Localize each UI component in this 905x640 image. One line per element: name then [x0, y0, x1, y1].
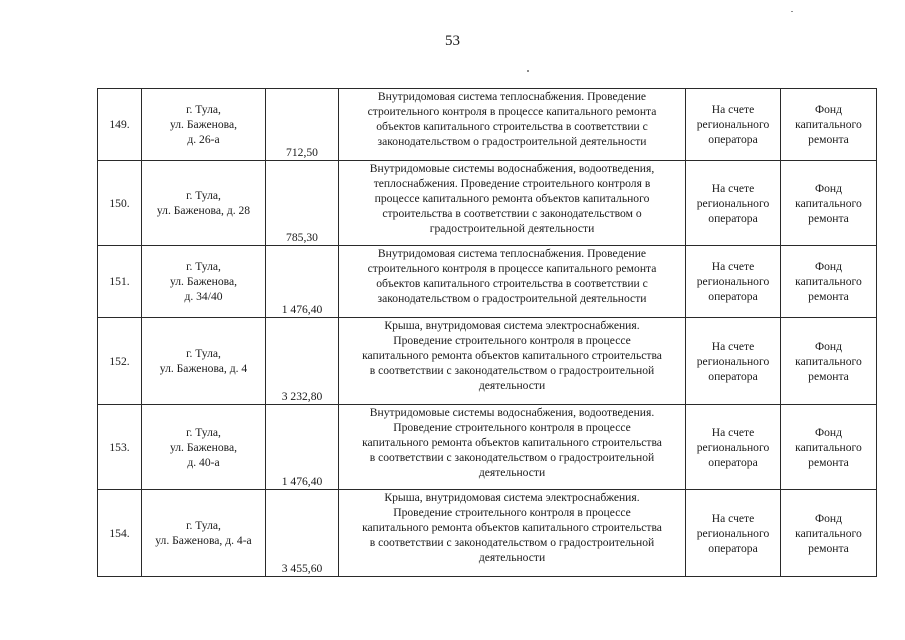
funding-source-cell: Фонд капитального ремонта	[781, 490, 877, 577]
executor-cell: На счете регионального оператора	[686, 490, 781, 577]
address-cell: г. Тула, ул. Баженова, д. 40-а	[142, 405, 266, 490]
executor-cell: На счете регионального оператора	[686, 89, 781, 161]
address-cell: г. Тула, ул. Баженова, д. 26-а	[142, 89, 266, 161]
row-number: 154.	[98, 490, 142, 577]
funding-source-cell: Фонд капитального ремонта	[781, 161, 877, 246]
repair-works-table	[97, 88, 877, 577]
table-row	[98, 318, 877, 405]
table-row	[98, 89, 877, 161]
row-number: 152.	[98, 318, 142, 405]
executor-cell: На счете регионального оператора	[686, 405, 781, 490]
table-row	[98, 161, 877, 246]
row-number: 149.	[98, 89, 142, 161]
executor-cell: На счете регионального оператора	[686, 161, 781, 246]
table-row	[98, 405, 877, 490]
cost-cell: 712,50	[266, 89, 339, 161]
cost-cell: 1 476,40	[266, 246, 339, 318]
funding-source-cell: Фонд капитального ремонта	[781, 405, 877, 490]
page-number: 53	[445, 33, 460, 49]
scan-speck	[527, 70, 529, 72]
row-number: 150.	[98, 161, 142, 246]
cost-cell: 1 476,40	[266, 405, 339, 490]
funding-source-cell: Фонд капитального ремонта	[781, 89, 877, 161]
executor-cell: На счете регионального оператора	[686, 246, 781, 318]
table-row	[98, 490, 877, 577]
row-number: 153.	[98, 405, 142, 490]
address-cell: г. Тула, ул. Баженова, д. 4	[142, 318, 266, 405]
address-cell: г. Тула, ул. Баженова, д. 28	[142, 161, 266, 246]
work-description-cell: Внутридомовая система теплоснабжения. Проведение строительного контроля в процессе капитального ремонта объектов капитального строительства в соответствии с законодательством о градостроительной деятельности	[339, 246, 686, 318]
address-cell: г. Тула, ул. Баженова, д. 34/40	[142, 246, 266, 318]
row-number: 151.	[98, 246, 142, 318]
work-description-cell: Крыша, внутридомовая система электроснабжения. Проведение строительного контроля в процессе капитального ремонта объектов капитального строительства в соответствии с законодательством о градостроительной деятельности	[339, 490, 686, 577]
cost-cell: 3 232,80	[266, 318, 339, 405]
address-cell: г. Тула, ул. Баженова, д. 4-а	[142, 490, 266, 577]
work-description-cell: Внутридомовые системы водоснабжения, водоотведения. Проведение строительного контроля в процессе капитального ремонта объектов капитального строительства в соответствии с законодательством о градостроительной деятельности	[339, 405, 686, 490]
work-description-cell: Внутридомовая система теплоснабжения. Проведение строительного контроля в процессе капитального ремонта объектов капитального строительства в соответствии с законодательством о градостроительной деятельности	[339, 89, 686, 161]
funding-source-cell: Фонд капитального ремонта	[781, 318, 877, 405]
scan-speck	[791, 11, 793, 12]
work-description-cell: Внутридомовые системы водоснабжения, водоотведения, теплоснабжения. Проведение строительного контроля в процессе капитального ремонта объектов капитального строительства в соответствии с законодательством о градостроительной деятельности	[339, 161, 686, 246]
cost-cell: 3 455,60	[266, 490, 339, 577]
work-description-cell: Крыша, внутридомовая система электроснабжения. Проведение строительного контроля в процессе капитального ремонта объектов капитального строительства в соответствии с законодательством о градостроительной деятельности	[339, 318, 686, 405]
table-row	[98, 246, 877, 318]
cost-cell: 785,30	[266, 161, 339, 246]
funding-source-cell: Фонд капитального ремонта	[781, 246, 877, 318]
executor-cell: На счете регионального оператора	[686, 318, 781, 405]
